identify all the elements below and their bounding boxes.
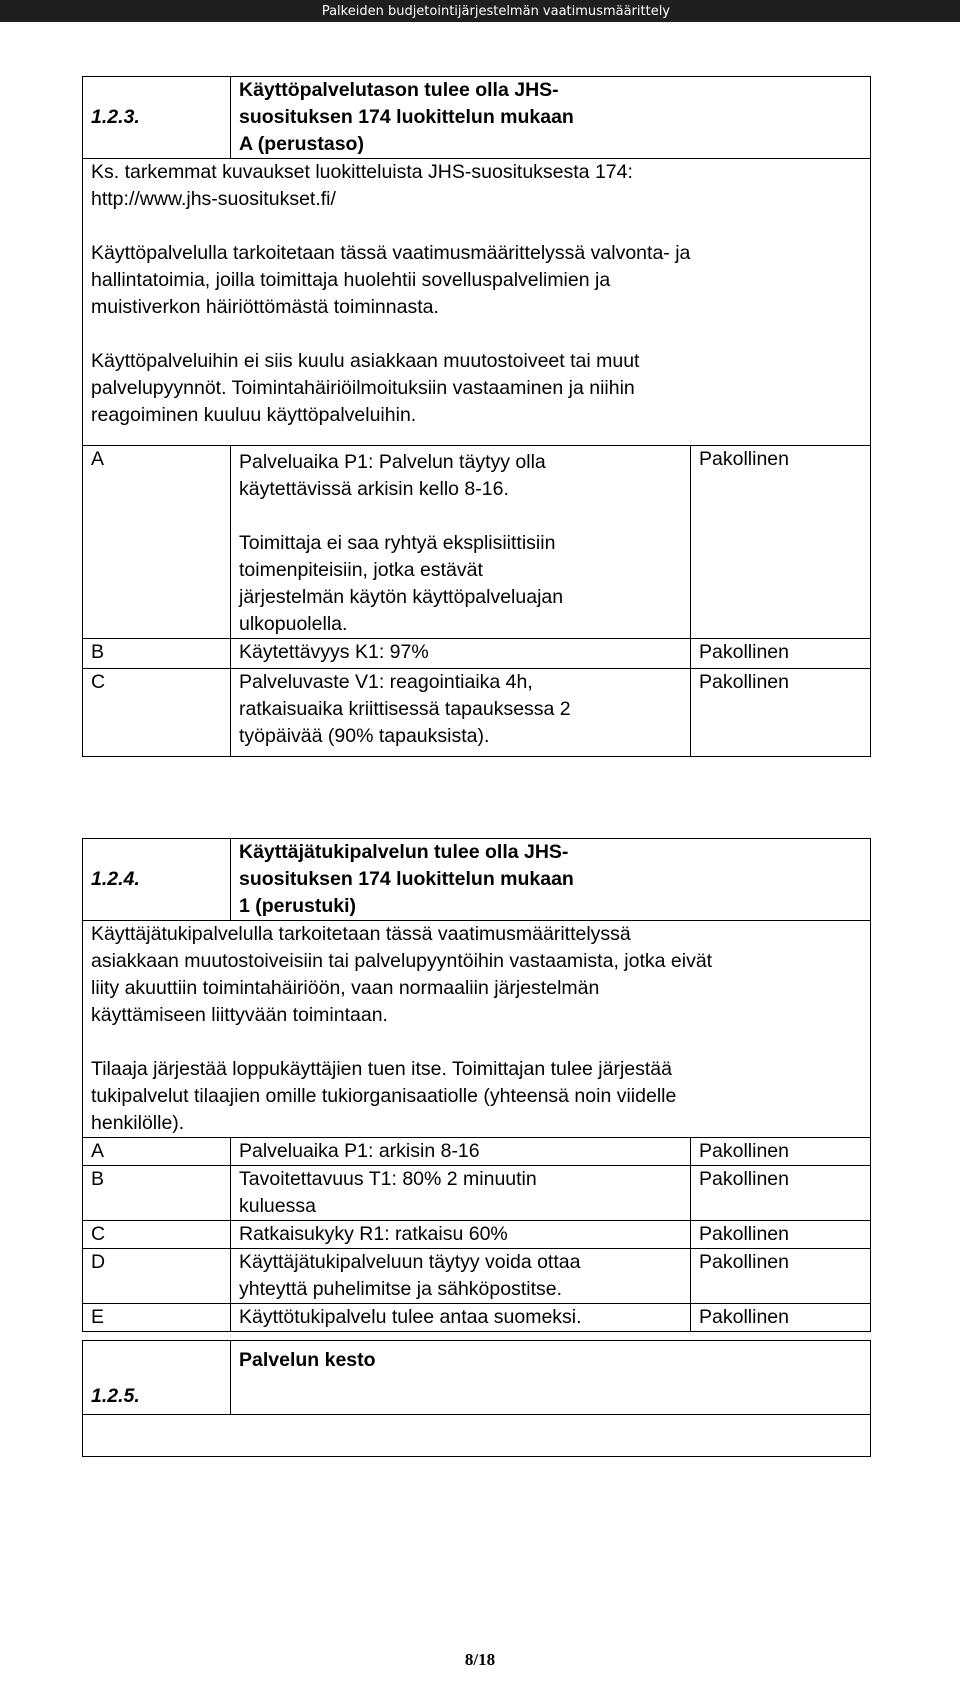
- section-description: Ks. tarkemmat kuvaukset luokitteluista JHS-suosituksesta 174: http://www.jhs-suositukset.fi/ Käyttöpalvelulla tarkoitetaan tässä vaatimusmäärittelyssä valvonta- ja hallintatoimia, joilla toimittaja huolehtii sovelluspalvelimien ja muistiverkon häiriöttömästä toiminnasta. Käyttöpalveluihin ei siis kuulu asiakkaan muutostoiveet tai muut palvelupyynnöt. Toimintahäiriöilmoituksiin vastaaminen ja niihin reagoiminen kuuluu käyttöpalveluihin.: [83, 159, 871, 446]
- requirement-table-1-2-4: [82, 838, 871, 1332]
- requirement-id: E: [83, 1304, 231, 1332]
- requirement-id: B: [83, 1166, 231, 1221]
- header-title: Palkeiden budjetointijärjestelmän vaatimusmäärittely: [321, 4, 670, 19]
- requirement-status: Pakollinen: [691, 639, 871, 669]
- requirement-status: Pakollinen: [691, 1166, 871, 1221]
- requirement-row: [83, 1304, 871, 1332]
- requirement-row: [83, 639, 871, 669]
- requirement-status: Pakollinen: [691, 1221, 871, 1249]
- requirement-id: C: [83, 669, 231, 757]
- requirement-row: [83, 446, 871, 639]
- section-description: Käyttäjätukipalvelulla tarkoitetaan tässä vaatimusmäärittelyssä asiakkaan muutostoiveisiin tai palvelupyyntöihin vastaamista, jotka eivät liity akuuttiin toimintahäiriöön, vaan normaaliin järjestelmän käyttämiseen liittyvään toimintaan. Tilaaja järjestää loppukäyttäjien tuen itse. Toimittajan tulee järjestää tukipalvelut tilaajien omille tukiorganisaatiolle (yhteensä noin viidelle henkilölle).: [83, 921, 871, 1138]
- requirement-row: [83, 669, 871, 757]
- requirement-text: Palveluaika P1: Palvelun täytyy olla käytettävissä arkisin kello 8-16. Toimittaja ei saa ryhtyä eksplisiittisiin toimenpiteisiin, jotka estävät järjestelmän käytön käyttöpalveluajan ulkopuolella.: [231, 446, 691, 639]
- requirement-row: [83, 1166, 871, 1221]
- requirement-status: Pakollinen: [691, 446, 871, 639]
- section-title: Käyttöpalvelutason tulee olla JHS- suosituksen 174 luokittelun mukaan A (perustaso): [231, 77, 871, 159]
- requirement-status: Pakollinen: [691, 1249, 871, 1304]
- requirement-table-1-2-3: [82, 76, 871, 757]
- requirement-text: Tavoitettavuus T1: 80% 2 minuutin kuluessa: [231, 1166, 691, 1221]
- requirement-status: Pakollinen: [691, 669, 871, 757]
- requirement-text: Palveluaika P1: arkisin 8-16: [231, 1138, 691, 1166]
- requirement-row: [83, 1138, 871, 1166]
- requirement-text: Käytettävyys K1: 97%: [231, 639, 691, 669]
- requirement-id: B: [83, 639, 231, 669]
- page-number: 8/18: [464, 1650, 496, 1669]
- requirement-text: Palveluvaste V1: reagointiaika 4h, ratkaisuaika kriittisessä tapauksessa 2 työpäivää (90% tapauksista).: [231, 669, 691, 757]
- section-number: 1.2.5.: [83, 1341, 231, 1415]
- requirement-row: [83, 1249, 871, 1304]
- requirement-status: Pakollinen: [691, 1138, 871, 1166]
- section-description: [83, 1415, 871, 1457]
- section-title: Käyttäjätukipalvelun tulee olla JHS- suosituksen 174 luokittelun mukaan 1 (perustuki): [231, 839, 871, 921]
- requirement-id: C: [83, 1221, 231, 1249]
- requirement-text: Käyttäjätukipalveluun täytyy voida ottaa yhteyttä puhelimitse ja sähköpostitse.: [231, 1249, 691, 1304]
- section-number: 1.2.4.: [83, 839, 231, 921]
- requirement-status: Pakollinen: [691, 1304, 871, 1332]
- requirement-text: Käyttötukipalvelu tulee antaa suomeksi.: [231, 1304, 691, 1332]
- section-number: 1.2.3.: [83, 77, 231, 159]
- section-title: Palvelun kesto: [231, 1341, 871, 1415]
- requirement-id: A: [83, 446, 231, 639]
- requirement-text: Ratkaisukyky R1: ratkaisu 60%: [231, 1221, 691, 1249]
- requirement-id: D: [83, 1249, 231, 1304]
- requirement-row: [83, 1221, 871, 1249]
- page-header: [0, 0, 960, 22]
- requirement-table-1-2-5: [82, 1340, 871, 1457]
- requirement-id: A: [83, 1138, 231, 1166]
